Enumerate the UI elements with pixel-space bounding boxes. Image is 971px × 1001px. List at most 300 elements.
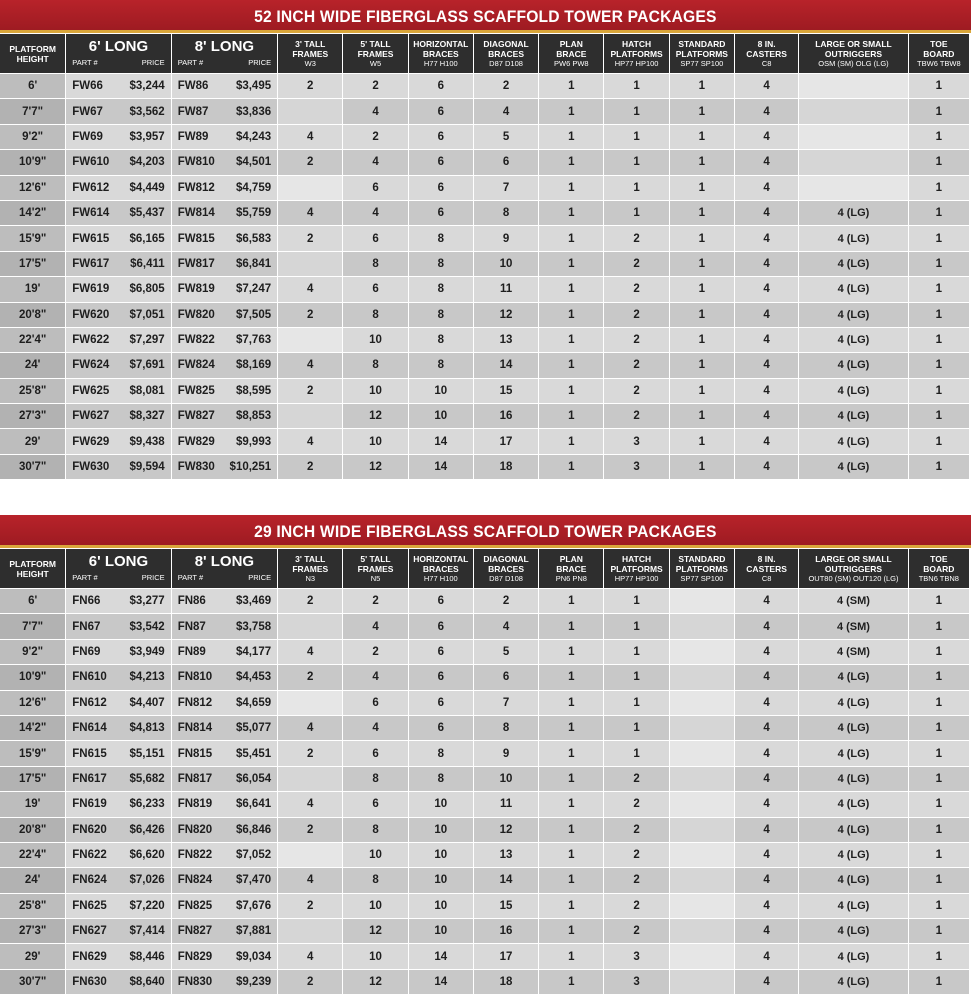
part-number: FW814 — [177, 207, 215, 220]
cell-toe-board: 1 — [909, 379, 969, 403]
cell-3ft-frames: 2 — [278, 74, 342, 98]
cell-casters: 4 — [735, 176, 798, 200]
price: $4,501 — [235, 156, 272, 169]
part-number: FN614 — [72, 722, 107, 735]
cell-hatch-platforms: 2 — [604, 404, 668, 428]
cell-platform-height: 12'6" — [0, 691, 65, 715]
cell-3ft-frames — [278, 328, 342, 352]
cell-outriggers: 4 (LG) — [799, 741, 907, 765]
table-row — [0, 303, 969, 327]
cell-horizontal-braces: 10 — [409, 792, 473, 816]
cell-standard-platforms: 1 — [670, 277, 734, 301]
cell-outriggers: 4 (LG) — [799, 328, 907, 352]
cell-3ft-frames: 2 — [278, 226, 342, 250]
cell-standard-platforms — [670, 944, 734, 968]
cell-6ft-long — [66, 226, 170, 250]
price: $5,451 — [235, 747, 272, 760]
cell-platform-height: 25'8" — [0, 894, 65, 918]
cell-diagonal-braces: 13 — [474, 328, 538, 352]
part-number: FN819 — [177, 798, 213, 811]
cell-5ft-frames: 4 — [343, 716, 407, 740]
table-body — [0, 589, 969, 994]
part-number: FN810 — [177, 671, 213, 684]
cell-plan-brace: 1 — [539, 919, 603, 943]
cell-toe-board: 1 — [909, 614, 969, 638]
cell-platform-height: 14'2" — [0, 201, 65, 225]
cell-diagonal-braces: 14 — [474, 353, 538, 377]
price: $4,213 — [129, 671, 165, 684]
cell-6ft-long — [66, 818, 170, 842]
cell-standard-platforms — [670, 665, 734, 689]
cell-horizontal-braces: 14 — [409, 970, 473, 994]
cell-hatch-platforms: 1 — [604, 640, 668, 664]
cell-8ft-long — [172, 691, 277, 715]
table-row — [0, 328, 969, 352]
cell-hatch-platforms: 2 — [604, 818, 668, 842]
cell-plan-brace: 1 — [539, 252, 603, 276]
cell-plan-brace: 1 — [539, 894, 603, 918]
package-table — [0, 548, 970, 995]
cell-8ft-long — [172, 176, 277, 200]
cell-plan-brace: 1 — [539, 455, 603, 479]
price: $4,449 — [129, 181, 165, 194]
cell-toe-board: 1 — [909, 429, 969, 453]
cell-platform-height: 20'8" — [0, 818, 65, 842]
cell-plan-brace: 1 — [539, 868, 603, 892]
price: $3,957 — [129, 130, 165, 143]
cell-8ft-long — [172, 741, 277, 765]
cell-diagonal-braces: 7 — [474, 176, 538, 200]
price: $3,758 — [235, 620, 272, 633]
cell-diagonal-braces: 4 — [474, 99, 538, 123]
cell-standard-platforms: 1 — [670, 226, 734, 250]
cell-horizontal-braces: 10 — [409, 404, 473, 428]
cell-toe-board: 1 — [909, 741, 969, 765]
cell-casters: 4 — [735, 691, 798, 715]
cell-hatch-platforms: 2 — [604, 767, 668, 791]
cell-standard-platforms: 1 — [670, 74, 734, 98]
table-row — [0, 226, 969, 250]
cell-3ft-frames — [278, 404, 342, 428]
table-section-52-inch — [0, 0, 971, 480]
cell-toe-board: 1 — [909, 303, 969, 327]
cell-5ft-frames: 6 — [343, 792, 407, 816]
price: $9,239 — [235, 976, 272, 989]
cell-5ft-frames: 2 — [343, 125, 407, 149]
cell-hatch-platforms: 2 — [604, 792, 668, 816]
table-row — [0, 691, 969, 715]
price: $3,244 — [129, 80, 165, 93]
cell-3ft-frames: 4 — [278, 868, 342, 892]
cell-hatch-platforms: 3 — [604, 429, 668, 453]
cell-outriggers: 4 (LG) — [799, 894, 907, 918]
price: $7,691 — [129, 359, 165, 372]
part-number: FW610 — [72, 156, 110, 169]
cell-8ft-long — [172, 252, 277, 276]
part-number: FW86 — [177, 80, 209, 93]
cell-standard-platforms — [670, 589, 734, 613]
price: $3,949 — [129, 645, 165, 658]
cell-diagonal-braces: 12 — [474, 818, 538, 842]
cell-casters: 4 — [735, 99, 798, 123]
part-number: FN812 — [177, 696, 213, 709]
price: $8,327 — [129, 410, 165, 423]
cell-8ft-long — [172, 74, 277, 98]
cell-5ft-frames: 10 — [343, 379, 407, 403]
cell-casters: 4 — [735, 429, 798, 453]
table-body — [0, 74, 969, 479]
cell-6ft-long — [66, 665, 170, 689]
cell-toe-board: 1 — [909, 691, 969, 715]
part-number: FN830 — [177, 976, 213, 989]
table-row — [0, 614, 969, 638]
cell-outriggers: 4 (LG) — [799, 226, 907, 250]
cell-standard-platforms: 1 — [670, 176, 734, 200]
cell-plan-brace: 1 — [539, 176, 603, 200]
cell-hatch-platforms: 1 — [604, 665, 668, 689]
cell-standard-platforms — [670, 843, 734, 867]
cell-horizontal-braces: 8 — [409, 328, 473, 352]
price: $8,169 — [235, 359, 272, 372]
cell-platform-height: 30'7" — [0, 455, 65, 479]
price: $8,640 — [129, 976, 165, 989]
header-platform-height: PLATFORM HEIGHT — [0, 549, 65, 588]
cell-platform-height: 15'9" — [0, 741, 65, 765]
cell-plan-brace: 1 — [539, 226, 603, 250]
cell-toe-board: 1 — [909, 201, 969, 225]
cell-plan-brace: 1 — [539, 303, 603, 327]
cell-platform-height: 30'7" — [0, 970, 65, 994]
part-number: FN629 — [72, 950, 107, 963]
cell-outriggers: 4 (SM) — [799, 614, 907, 638]
cell-5ft-frames: 10 — [343, 843, 407, 867]
cell-3ft-frames: 2 — [278, 589, 342, 613]
part-number: FW612 — [72, 181, 110, 194]
cell-toe-board: 1 — [909, 792, 969, 816]
cell-horizontal-braces: 8 — [409, 741, 473, 765]
cell-5ft-frames: 8 — [343, 252, 407, 276]
cell-outriggers: 4 (LG) — [799, 691, 907, 715]
header-standard-platforms: STANDARD PLATFORMS SP77 SP100 — [670, 34, 734, 73]
cell-toe-board: 1 — [909, 894, 969, 918]
cell-6ft-long — [66, 277, 170, 301]
cell-toe-board: 1 — [909, 716, 969, 740]
part-number: FW622 — [72, 334, 110, 347]
table-row — [0, 843, 969, 867]
cell-5ft-frames: 8 — [343, 303, 407, 327]
price: $5,759 — [235, 207, 272, 220]
price: $4,813 — [129, 722, 165, 735]
cell-8ft-long — [172, 353, 277, 377]
cell-6ft-long — [66, 919, 170, 943]
cell-standard-platforms — [670, 614, 734, 638]
cell-plan-brace: 1 — [539, 741, 603, 765]
cell-6ft-long — [66, 792, 170, 816]
cell-8ft-long — [172, 894, 277, 918]
part-number: FN617 — [72, 772, 107, 785]
cell-hatch-platforms: 2 — [604, 277, 668, 301]
cell-horizontal-braces: 6 — [409, 99, 473, 123]
cell-toe-board: 1 — [909, 176, 969, 200]
price: $6,054 — [235, 772, 272, 785]
price: $4,177 — [235, 645, 272, 658]
part-number: FN825 — [177, 899, 213, 912]
cell-outriggers — [799, 125, 907, 149]
cell-6ft-long — [66, 640, 170, 664]
cell-hatch-platforms: 1 — [604, 125, 668, 149]
cell-casters: 4 — [735, 589, 798, 613]
cell-hatch-platforms: 1 — [604, 589, 668, 613]
cell-plan-brace: 1 — [539, 843, 603, 867]
cell-3ft-frames — [278, 919, 342, 943]
cell-3ft-frames: 4 — [278, 792, 342, 816]
cell-5ft-frames: 10 — [343, 328, 407, 352]
cell-6ft-long — [66, 868, 170, 892]
cell-outriggers: 4 (LG) — [799, 455, 907, 479]
cell-horizontal-braces: 8 — [409, 252, 473, 276]
cell-standard-platforms: 1 — [670, 201, 734, 225]
cell-plan-brace: 1 — [539, 970, 603, 994]
price: $7,052 — [235, 849, 272, 862]
price: $5,437 — [129, 207, 165, 220]
cell-plan-brace: 1 — [539, 665, 603, 689]
cell-8ft-long — [172, 944, 277, 968]
cell-platform-height: 6' — [0, 589, 65, 613]
cell-horizontal-braces: 6 — [409, 614, 473, 638]
cell-outriggers: 4 (LG) — [799, 767, 907, 791]
cell-8ft-long — [172, 328, 277, 352]
cell-toe-board: 1 — [909, 818, 969, 842]
cell-outriggers: 4 (LG) — [799, 716, 907, 740]
cell-standard-platforms: 1 — [670, 455, 734, 479]
cell-plan-brace: 1 — [539, 614, 603, 638]
cell-hatch-platforms: 1 — [604, 176, 668, 200]
part-number: FN69 — [72, 645, 101, 658]
price: $3,542 — [129, 620, 165, 633]
table-row — [0, 868, 969, 892]
cell-3ft-frames: 2 — [278, 379, 342, 403]
cell-5ft-frames: 12 — [343, 919, 407, 943]
price: $9,438 — [129, 435, 165, 448]
header-5ft-frames: 5' TALL FRAMES W5 — [343, 34, 407, 73]
cell-8ft-long — [172, 919, 277, 943]
cell-hatch-platforms: 1 — [604, 74, 668, 98]
cell-toe-board: 1 — [909, 404, 969, 428]
header-casters: 8 IN. CASTERS C8 — [735, 34, 798, 73]
price: $6,641 — [235, 798, 272, 811]
cell-diagonal-braces: 8 — [474, 716, 538, 740]
cell-hatch-platforms: 1 — [604, 150, 668, 174]
table-row — [0, 665, 969, 689]
price: $6,620 — [129, 849, 165, 862]
cell-horizontal-braces: 6 — [409, 589, 473, 613]
cell-6ft-long — [66, 767, 170, 791]
cell-8ft-long — [172, 970, 277, 994]
part-number: FW617 — [72, 257, 110, 270]
header-6ft-long: 6' LONG PART # PRICE — [66, 34, 170, 73]
cell-6ft-long — [66, 74, 170, 98]
cell-5ft-frames: 6 — [343, 226, 407, 250]
cell-diagonal-braces: 17 — [474, 429, 538, 453]
cell-6ft-long — [66, 201, 170, 225]
header-hatch-platforms: HATCH PLATFORMS HP77 HP100 — [604, 34, 668, 73]
cell-platform-height: 29' — [0, 944, 65, 968]
header-horizontal-braces: HORIZONTAL BRACES H77 H100 — [409, 34, 473, 73]
header-3ft-frames: 3' TALL FRAMES W3 — [278, 34, 342, 73]
cell-horizontal-braces: 6 — [409, 74, 473, 98]
cell-standard-platforms: 1 — [670, 353, 734, 377]
cell-plan-brace: 1 — [539, 640, 603, 664]
part-number: FN619 — [72, 798, 107, 811]
cell-plan-brace: 1 — [539, 201, 603, 225]
cell-platform-height: 24' — [0, 353, 65, 377]
table-row — [0, 74, 969, 98]
cell-outriggers: 4 (SM) — [799, 589, 907, 613]
cell-casters: 4 — [735, 919, 798, 943]
cell-outriggers — [799, 74, 907, 98]
cell-diagonal-braces: 14 — [474, 868, 538, 892]
cell-6ft-long — [66, 252, 170, 276]
cell-casters: 4 — [735, 252, 798, 276]
cell-3ft-frames — [278, 843, 342, 867]
price: $4,243 — [235, 130, 272, 143]
cell-platform-height: 19' — [0, 792, 65, 816]
cell-3ft-frames — [278, 767, 342, 791]
cell-hatch-platforms: 1 — [604, 614, 668, 638]
part-number: FW629 — [72, 435, 110, 448]
header-outriggers: LARGE OR SMALL OUTRIGGERS OUT80 (SM) OUT120 (LG) — [799, 549, 907, 588]
price: $8,081 — [129, 384, 165, 397]
cell-horizontal-braces: 6 — [409, 665, 473, 689]
header-hatch-platforms: HATCH PLATFORMS HP77 HP100 — [604, 549, 668, 588]
table-row — [0, 176, 969, 200]
table-header-row — [0, 549, 969, 588]
cell-standard-platforms: 1 — [670, 404, 734, 428]
cell-8ft-long — [172, 277, 277, 301]
part-number: FN815 — [177, 747, 213, 760]
cell-platform-height: 29' — [0, 429, 65, 453]
cell-plan-brace: 1 — [539, 767, 603, 791]
cell-outriggers — [799, 176, 907, 200]
cell-plan-brace: 1 — [539, 150, 603, 174]
part-number: FN624 — [72, 874, 107, 887]
cell-platform-height: 7'7" — [0, 99, 65, 123]
cell-horizontal-braces: 6 — [409, 176, 473, 200]
cell-plan-brace: 1 — [539, 99, 603, 123]
cell-platform-height: 7'7" — [0, 614, 65, 638]
cell-horizontal-braces: 14 — [409, 944, 473, 968]
price: $5,682 — [129, 772, 165, 785]
table-header-row — [0, 34, 969, 73]
part-number: FN615 — [72, 747, 107, 760]
cell-toe-board: 1 — [909, 944, 969, 968]
table-row — [0, 201, 969, 225]
cell-platform-height: 9'2" — [0, 125, 65, 149]
cell-5ft-frames: 10 — [343, 894, 407, 918]
cell-toe-board: 1 — [909, 74, 969, 98]
header-plan-brace: PLAN BRACE PN6 PN8 — [539, 549, 603, 588]
cell-outriggers: 4 (LG) — [799, 303, 907, 327]
header-diagonal-braces: DIAGONAL BRACES D87 D108 — [474, 34, 538, 73]
price: $4,659 — [235, 696, 272, 709]
price: $6,805 — [129, 283, 165, 296]
cell-5ft-frames: 4 — [343, 614, 407, 638]
part-number: FN622 — [72, 849, 107, 862]
cell-6ft-long — [66, 353, 170, 377]
part-number: FW619 — [72, 283, 110, 296]
cell-plan-brace: 1 — [539, 589, 603, 613]
part-number: FN820 — [177, 823, 213, 836]
cell-hatch-platforms: 3 — [604, 455, 668, 479]
cell-casters: 4 — [735, 716, 798, 740]
cell-8ft-long — [172, 818, 277, 842]
cell-standard-platforms: 1 — [670, 379, 734, 403]
part-number: FW815 — [177, 232, 215, 245]
cell-5ft-frames: 6 — [343, 277, 407, 301]
cell-plan-brace: 1 — [539, 125, 603, 149]
cell-outriggers: 4 (LG) — [799, 818, 907, 842]
table-row — [0, 277, 969, 301]
cell-3ft-frames: 4 — [278, 277, 342, 301]
part-number: FW66 — [72, 80, 103, 93]
header-standard-platforms: STANDARD PLATFORMS SP77 SP100 — [670, 549, 734, 588]
cell-standard-platforms: 1 — [670, 429, 734, 453]
cell-horizontal-braces: 8 — [409, 303, 473, 327]
cell-8ft-long — [172, 868, 277, 892]
part-number: FW822 — [177, 334, 215, 347]
cell-standard-platforms — [670, 691, 734, 715]
part-number: FW825 — [177, 384, 215, 397]
cell-casters: 4 — [735, 303, 798, 327]
cell-6ft-long — [66, 970, 170, 994]
price: $3,469 — [235, 595, 272, 608]
part-number: FW89 — [177, 130, 209, 143]
cell-toe-board: 1 — [909, 767, 969, 791]
cell-standard-platforms — [670, 868, 734, 892]
header-toe-board: TOE BOARD TBN6 TBN8 — [909, 549, 969, 588]
cell-standard-platforms — [670, 716, 734, 740]
cell-standard-platforms: 1 — [670, 328, 734, 352]
cell-casters: 4 — [735, 741, 798, 765]
cell-casters: 4 — [735, 792, 798, 816]
cell-toe-board: 1 — [909, 455, 969, 479]
cell-6ft-long — [66, 894, 170, 918]
part-number: FW624 — [72, 359, 110, 372]
cell-outriggers: 4 (LG) — [799, 353, 907, 377]
price: $7,470 — [235, 874, 272, 887]
cell-platform-height: 27'3" — [0, 404, 65, 428]
cell-standard-platforms: 1 — [670, 252, 734, 276]
part-number: FN824 — [177, 874, 213, 887]
cell-outriggers — [799, 150, 907, 174]
cell-horizontal-braces: 6 — [409, 716, 473, 740]
cell-standard-platforms: 1 — [670, 99, 734, 123]
cell-diagonal-braces: 18 — [474, 455, 538, 479]
cell-casters: 4 — [735, 353, 798, 377]
cell-standard-platforms — [670, 894, 734, 918]
cell-hatch-platforms: 1 — [604, 201, 668, 225]
part-number: FW824 — [177, 359, 215, 372]
cell-diagonal-braces: 7 — [474, 691, 538, 715]
cell-5ft-frames: 2 — [343, 640, 407, 664]
cell-standard-platforms — [670, 640, 734, 664]
price: $7,676 — [235, 899, 272, 912]
price: $6,426 — [129, 823, 165, 836]
cell-diagonal-braces: 4 — [474, 614, 538, 638]
cell-diagonal-braces: 16 — [474, 919, 538, 943]
table-row — [0, 379, 969, 403]
price: $5,077 — [235, 722, 272, 735]
